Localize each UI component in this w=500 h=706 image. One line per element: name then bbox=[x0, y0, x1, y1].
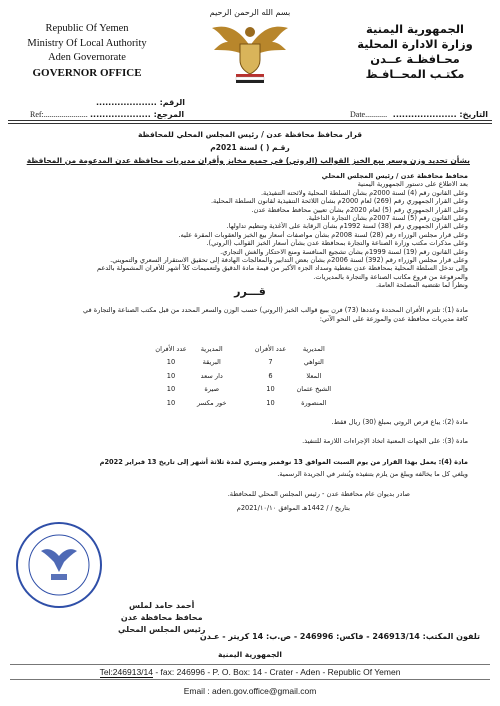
footer-contact-details: - fax: 246996 - P. O. Box: 14 - Crater - Aden - Republic Of Yemen bbox=[153, 667, 401, 677]
preamble-line: وعلى القرار الجمهوري رقم (38) لسنة 1992م بشأن الرقابة على الأغذية وتنظيم تداولها. bbox=[226, 222, 468, 231]
header-en-line1: Republic Of Yemen bbox=[45, 23, 129, 34]
header-en-line3: Aden Governorate bbox=[48, 52, 126, 63]
official-seal bbox=[14, 520, 104, 610]
signature-block bbox=[118, 600, 205, 636]
decision-heading: قـــرر bbox=[234, 285, 266, 298]
district-name: المعلا bbox=[306, 371, 322, 380]
header-ar-line3: محـافظـة عــدن bbox=[370, 52, 460, 66]
signatory-council: رئيس المجلس المحلي bbox=[118, 625, 206, 634]
oven-count: 7 bbox=[268, 358, 273, 367]
issued-line: صادر بديوان عام محافظة عدن - رئيس المجلس المحلي للمحافظة. bbox=[227, 490, 410, 498]
decision-subject: بشأن تحديد وزن وسعر بيع الخبز القوالب (الروتي) في جميع مخابز وأفران مديريات محافظة عدن المدعومة من المحافظة bbox=[26, 156, 470, 165]
article-1-line: مادة (1): تلتزم الأفران المحددة وعددها (73) فرن ببيع قوالب الخبز (الروتي) حسب الوزن والسعر المحدد من قبل مكتب الصناعة والتجارة في bbox=[83, 306, 468, 314]
basmala: بسم الله الرحمن الرحيم bbox=[209, 8, 291, 17]
oven-count: 10 bbox=[266, 398, 275, 407]
table-header-cell: عدد الأفران bbox=[155, 344, 187, 353]
marja-field: المرجع: .................... bbox=[90, 110, 185, 119]
preamble-line: وعلى القانون رقم (5) لسنة 2007م بشأن التجارة الداخلية. bbox=[306, 214, 468, 223]
raqm-field: الرقم: .................... bbox=[96, 98, 185, 107]
oven-count: 10 bbox=[166, 398, 176, 407]
preamble-line: وعلى القرار الجمهوري رقم (269) لعام 2000م بشأن اللائحة التنفيذية لقانون السلطة المحلية. bbox=[210, 197, 468, 206]
issuer-line: محافظ محافظة عدن / رئيس المجلس المحلي bbox=[321, 172, 468, 180]
preamble-line: ونظراً لما تقتضيه المصلحة العامة. bbox=[375, 281, 468, 290]
table-header-cell: المديرية bbox=[302, 344, 325, 353]
preamble-line: وعلى القانون رقم (19) لسنة 1999م بشأن تشجيع المنافسة ومنع الاحتكار والغش التجاري. bbox=[220, 247, 468, 256]
header-ar-line4: مكتـب المحــافـظ bbox=[365, 67, 465, 81]
district-name: المنصورة bbox=[301, 398, 327, 407]
table-row bbox=[150, 396, 336, 410]
signatory-title: محافظ محافظة عدن bbox=[120, 613, 203, 622]
table-row bbox=[150, 356, 336, 370]
district-name: التواهي bbox=[303, 358, 324, 367]
preamble bbox=[32, 172, 468, 290]
preamble-line: وعلى مذكرات مكتب وزارة الصناعة والتجارة بمحافظة عدن بشأن أسعار الخبز القوالب (الروتي). bbox=[206, 239, 468, 248]
table-row bbox=[150, 369, 336, 383]
date-line: بتاريخ / / 1442هـ الموافق 2021/١٠/١٠م bbox=[236, 504, 350, 512]
emblem-flag-black bbox=[236, 80, 264, 83]
yemen-eagle-emblem bbox=[208, 16, 292, 86]
header-en-line2: Ministry Of Local Authority bbox=[27, 37, 147, 49]
oven-count: 10 bbox=[166, 358, 176, 367]
district-name: خور مكسر bbox=[197, 398, 227, 407]
header-ar-line2: وزارة الادارة المحلية bbox=[357, 37, 473, 51]
signatory-name: أحمد حامد لملس bbox=[129, 601, 195, 610]
decision-number: رقـم ( ) لسنة 2021م bbox=[210, 143, 290, 152]
district-name: البريقة bbox=[202, 358, 221, 367]
table-header-row bbox=[150, 342, 336, 356]
oven-count: 6 bbox=[268, 371, 273, 380]
footer-email: Email : aden.gov.office@gmail.com bbox=[183, 686, 317, 696]
preamble-line: وعلى قرار مجلس الوزراء رقم (392) لسنة 2006م بشأن بعض التدابير والمعالجات الهادفة إلى تحقيق الاستقرار السعري والتمويني. bbox=[110, 256, 468, 265]
emblem-flag-red bbox=[236, 74, 264, 77]
emblem-flag-white bbox=[236, 77, 264, 80]
letterhead-english bbox=[12, 22, 162, 80]
table-row bbox=[150, 383, 336, 397]
article-4-continuation: ويلغي كل ما يخالفه ويبلغ من يلزم بتنفيذه ويُنشر في الجريدة الرسمية. bbox=[277, 470, 468, 478]
footer-arabic-contact: تلفون المكتب: 246913/14 - فاكس: 246996 - ص.ب: 14 كريتر - عـدن bbox=[199, 632, 480, 641]
article-1-line: كافة مديريات محافظة عدن والموزعة على النحو الآتي: bbox=[319, 315, 468, 323]
article-2: مادة (2): يباع قرص الروتي بمبلغ (30) ريال فقط. bbox=[331, 418, 468, 426]
district-name: صيرة bbox=[204, 385, 220, 394]
oven-count: 10 bbox=[266, 385, 275, 394]
header-ar-line1: الجمهورية اليمنية bbox=[365, 22, 464, 36]
letterhead-arabic bbox=[340, 22, 490, 82]
table-header-cell: عدد الأفران bbox=[254, 344, 287, 353]
date-field: Date........... bbox=[350, 110, 388, 119]
seal-eagle bbox=[41, 549, 77, 572]
district-name: دار سعد bbox=[200, 371, 223, 380]
districts-table bbox=[150, 342, 336, 410]
preamble-line: وعلى القرار الجمهوري رقم (5) لعام 2020م بشأن تعيين محافظ محافظة عدن. bbox=[251, 205, 468, 214]
footer-republic: الجمهورية اليمنية bbox=[218, 650, 282, 659]
table-header-cell: المديرية bbox=[200, 344, 223, 353]
preamble-line: وإلى تدخل السلطة المحلية بمحافظة عدن بتغطية وسداد الجزء الأكبر من قيمة مادة الدقيق ولتعميمات كلاً أشهر للأفران المشمولة بالدعم bbox=[96, 264, 468, 273]
oven-count: 10 bbox=[166, 371, 176, 380]
emblem-head bbox=[245, 27, 255, 37]
preamble-line: والمرفوعة من فروع مكاتب الصناعة والتجارة بالمديريات. bbox=[313, 272, 468, 281]
seal-base bbox=[51, 574, 67, 580]
preamble-line: بعد الاطلاع على دستور الجمهورية اليمنية bbox=[357, 180, 468, 189]
tarikh-field: التاريخ: ..................... bbox=[392, 110, 488, 119]
ref-field: Ref:...................... bbox=[30, 110, 88, 119]
header-divider bbox=[8, 120, 492, 124]
article-3: مادة (3): على الجهات المعنية اتخاذ الإجراءات اللازمة للتنفيذ. bbox=[302, 437, 468, 445]
preamble-line: وعلى القانون رقم (4) لسنة 2000م بشأن السلطة المحلية ولائحته التنفيذية. bbox=[260, 188, 468, 197]
footer-tel: Tel:246913/14 bbox=[99, 667, 153, 677]
preamble-line: وعلى قرار مجلس الوزراء رقم (28) لسنة 2008م بشأن مواصفات أسعار بيع الخبز والعقوبات المقرة عليه. bbox=[178, 230, 468, 239]
emblem-shield bbox=[240, 44, 260, 74]
article-1 bbox=[32, 306, 468, 324]
decision-title: قرار محافظ محافظة عدن / رئيس المجلس المحلي للمحافظة bbox=[137, 130, 363, 139]
footer-english-contact bbox=[10, 664, 490, 680]
article-4: مادة (4): يعمل بهذا القرار من يوم السبت الموافق 13 نوفمبر ويسري لمدة ثلاثة أشهر إلى تاريخ 13 فبراير 2022م bbox=[99, 458, 468, 466]
header-en-line4: GOVERNOR OFFICE bbox=[32, 66, 142, 79]
oven-count: 10 bbox=[166, 385, 176, 394]
district-name: الشيخ عثمان bbox=[296, 385, 332, 394]
